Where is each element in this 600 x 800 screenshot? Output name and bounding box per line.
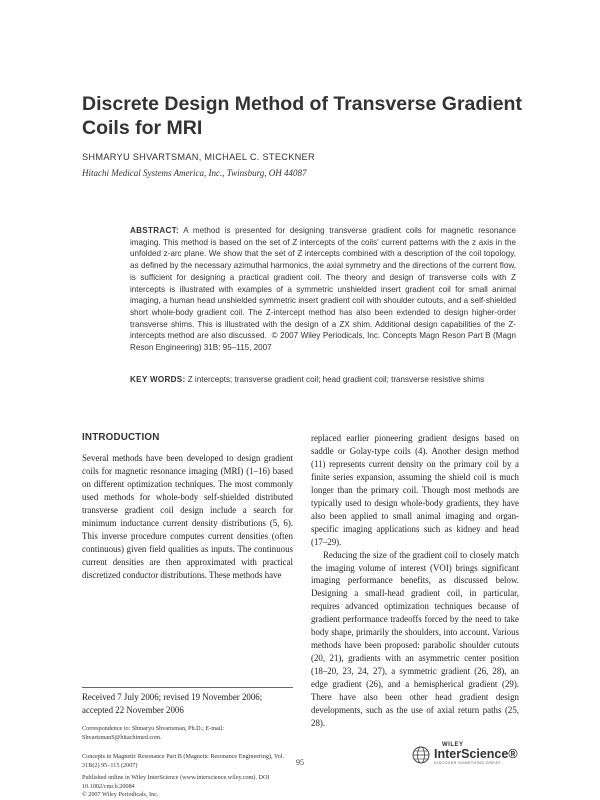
abstract-text: A method is presented for designing transverse gradient coils for magnetic resonance imaging. This method is based on the set of Z intercepts of the coils' current patterns with the z axis in the unfolded z-arc plane. We show that the set of Z intercepts combined with a description of the coil topology, as defined by the necessary azimuthal harmonics, the axial symmetry and the directions of the current flow, is sufficient for designing a practical gradient coil. The theory and design of transverse coils with Z intercepts is illustrated with examples of a symmetric unshielded insert gradient coil for small animal imaging, a human head unshielded symmetric insert gradient coil with shoulder cutouts, and a self-shielded short whole-body gradient coil. The Z-intercept method has also been extended to design higher-order transverse shims. This is illustrated with the design of a ZX shim. Additional design capabilities of the Z-intercepts method are also discussed. xyxy=(130,226,516,341)
keywords xyxy=(130,374,516,386)
journal-note: Concepts in Magnetic Resonance Part B (Magnetic Resonance Engineering), Vol. 31B(2) 95–115 (2007) xyxy=(82,753,285,769)
keywords-label: KEY WORDS: xyxy=(130,375,186,384)
intro-right-paragraph-2: Reducing the size of the gradient coil to closely match the imaging volume of interest (VOI) brings significant imaging performance benefits, as discussed below. Designing a small-head gradient coil, in particular, requires advanced optimization techniques because of gradient performance tradeoffs forced by the need to take body shape, primarily the shoulders, into account. Various methods have been proposed: parabolic shoulder cutouts (20, 21), gradients with an asymmetric center position (18–20, 23, 24, 27), a symmetric gradient (26, 28), an edge gradient (26), and a hemispherical gradient (29). There have also been other head gradient design developments, such as the use of axial return paths (25, 28). xyxy=(311,549,519,728)
section-heading-introduction: INTRODUCTION xyxy=(82,432,160,443)
correspondence-note: Correspondence to: Shmaryu Shvartsman, Ph.D.; E-mail: ShvartsmanS@hitachimed.com. xyxy=(82,725,224,741)
article-title: Discrete Design Method of Transverse Gradient Coils for MRI xyxy=(82,93,522,139)
wiley-interscience-logo xyxy=(412,742,522,768)
received-dates: Received 7 July 2006; revised 19 November 2006; accepted 22 November 2006 xyxy=(82,692,263,715)
abstract-citation: © 2007 Wiley Periodicals, Inc. Concepts Magn Reson Part B (Magn Reson Engineering) 31B: 95–115, 2007 xyxy=(130,331,516,353)
globe-icon xyxy=(412,746,430,764)
intro-right-paragraph-1: replaced earlier pioneering gradient designs based on saddle or Golay-type coils (4). Another design method (11) represents current density on the primary coil by a finite series expansion, assuming the shield coil is much longer than the primary coil. Though most methods are typically used to design whole-body gradients, they have also been applied to small animal imaging and organ-specific imaging applications such as kidney and head (17–29). xyxy=(311,433,519,547)
logo-brand: WILEY xyxy=(442,742,464,748)
published-note: Published online in Wiley InterScience (www.interscience.wiley.com). DOI 10.1002/cmr.b.20084 xyxy=(82,774,270,790)
intro-left-paragraph: Several methods have been developed to design gradient coils for magnetic resonance imaging (MRI) (1–16) based on different optimization techniques. The most commonly used methods for whole-body self-shielded distributed transverse gradient coil design include a search for minimum inductance current density distributions (5, 6). This inverse procedure computes current densities (often continuous) given field qualities as inputs. The continuous current densities are then approximated with practical discretized conductor distributions. These methods have xyxy=(82,453,293,580)
authors: SHMARYU SHVARTSMAN, MICHAEL C. STECKNER xyxy=(82,152,315,162)
keywords-text: Z intercepts; transverse gradient coil; head gradient coil; transverse resistive shims xyxy=(185,375,485,384)
copyright-note: © 2007 Wiley Periodicals, Inc. xyxy=(82,791,159,798)
logo-name: InterScience® xyxy=(434,747,518,761)
abstract xyxy=(130,225,516,354)
logo-tagline: DISCOVER SOMETHING GREAT xyxy=(434,761,501,765)
page-number: 95 xyxy=(296,758,304,767)
footnote-divider xyxy=(82,687,293,688)
intro-right-column xyxy=(311,432,519,730)
affiliation: Hitachi Medical Systems America, Inc., Twinsburg, OH 44087 xyxy=(82,168,307,178)
abstract-label: ABSTRACT: xyxy=(130,226,180,235)
